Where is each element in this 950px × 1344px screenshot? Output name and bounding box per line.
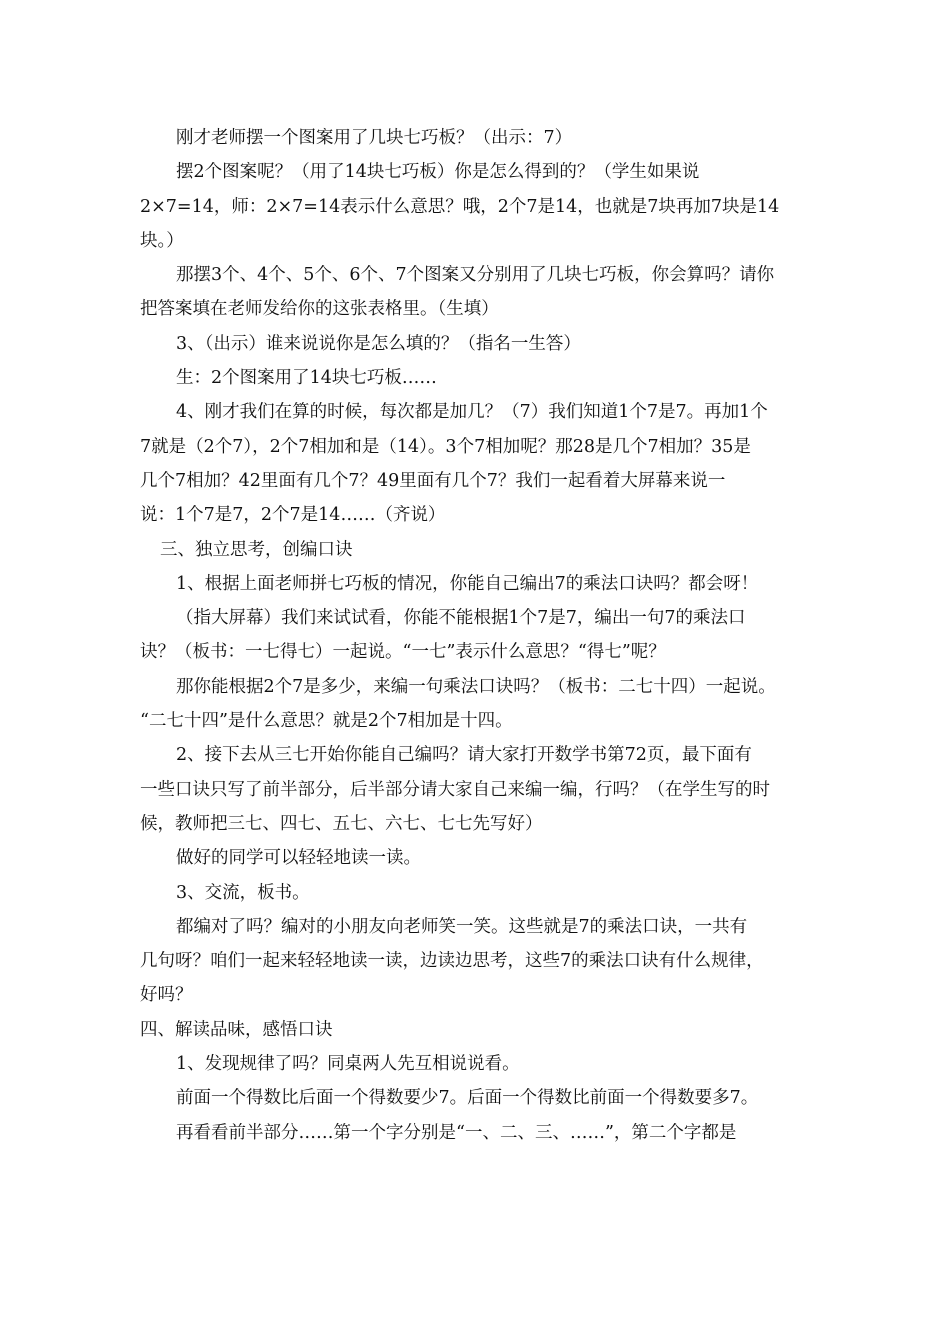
text-line: 1、根据上面老师拼七巧板的情况，你能自己编出7的乘法口诀吗？都会呀！ (176, 573, 759, 594)
text-line: 再看看前半部分……第一个字分别是“一、二、三、……”，第二个字都是 (176, 1122, 737, 1143)
text-line: 4、刚才我们在算的时候，每次都是加几？（7）我们知道1个7是7。再加1个 (176, 402, 768, 423)
text-line: 一些口诀只写了前半部分，后半部分请大家自己来编一编，行吗？（在学生写的时 (140, 779, 770, 800)
text-line: 说：1个7是7，2个7是14……（齐说） (140, 505, 446, 526)
text-line: 候，教师把三七、四七、五七、六七、七七先写好） (140, 813, 543, 834)
text-line: 四、解读品味，感悟口诀 (140, 1019, 333, 1040)
text-line: 摆2个图案呢？（用了14块七巧板）你是怎么得到的？（学生如果说 (176, 162, 700, 183)
text-line: 7就是（2个7），2个7相加和是（14）。3个7相加呢？那28是几个7相加？35是 (140, 436, 751, 457)
text-line: 3、（出示）谁来说说你是怎么填的？（指名一生答） (176, 333, 581, 354)
text-line: 1、发现规律了吗？同桌两人先互相说说看。 (176, 1054, 520, 1075)
text-line: 刚才老师摆一个图案用了几块七巧板？（出示：7） (176, 128, 573, 148)
text-line: 好吗？ (140, 985, 193, 1006)
text-line: 那摆3个、4个、5个、6个、7个图案又分别用了几块七巧板，你会算吗？请你 (176, 265, 775, 286)
text-line: “二七十四”是什么意思？就是2个7相加是十四。 (140, 711, 513, 732)
text-line: 2、接下去从三七开始你能自己编吗？请大家打开数学书第72页，最下面有 (176, 745, 752, 766)
text-line: 3、交流，板书。 (176, 882, 310, 903)
text-line: 生：2个图案用了14块七巧板…… (176, 368, 437, 389)
text-line: 做好的同学可以轻轻地读一读。 (176, 848, 421, 869)
text-line: （指大屏幕）我们来试试看，你能不能根据1个7是7，编出一句7的乘法口 (176, 608, 746, 629)
text-line: 把答案填在老师发给你的这张表格里。（生填） (140, 299, 499, 320)
text-line: 都编对了吗？编对的小朋友向老师笑一笑。这些就是7的乘法口诀，一共有 (176, 916, 748, 937)
text-line: 2×7=14，师：2×7=14表示什么意思？哦，2个7是14，也就是7块再加7块是14 (140, 196, 780, 217)
text-line: 前面一个得数比后面一个得数要少7。后面一个得数比前面一个得数要多7。 (176, 1088, 759, 1109)
text-line: 块。） (140, 230, 184, 251)
text-line: 诀？（板书：一七得七）一起说。“一七”表示什么意思？“得七”呢？ (140, 642, 666, 663)
text-line: 三、独立思考，创编口诀 (160, 539, 353, 560)
document-page (140, 121, 812, 1150)
text-line: 那你能根据2个7是多少，来编一句乘法口诀吗？（板书：二七十四）一起说。 (176, 676, 776, 697)
text-line: 几句呀？咱们一起来轻轻地读一读，边读边思考，这些7的乘法口诀有什么规律， (140, 951, 764, 972)
text-line: 几个7相加？42里面有几个7？49里面有几个7？我们一起看着大屏幕来说一 (140, 470, 726, 491)
